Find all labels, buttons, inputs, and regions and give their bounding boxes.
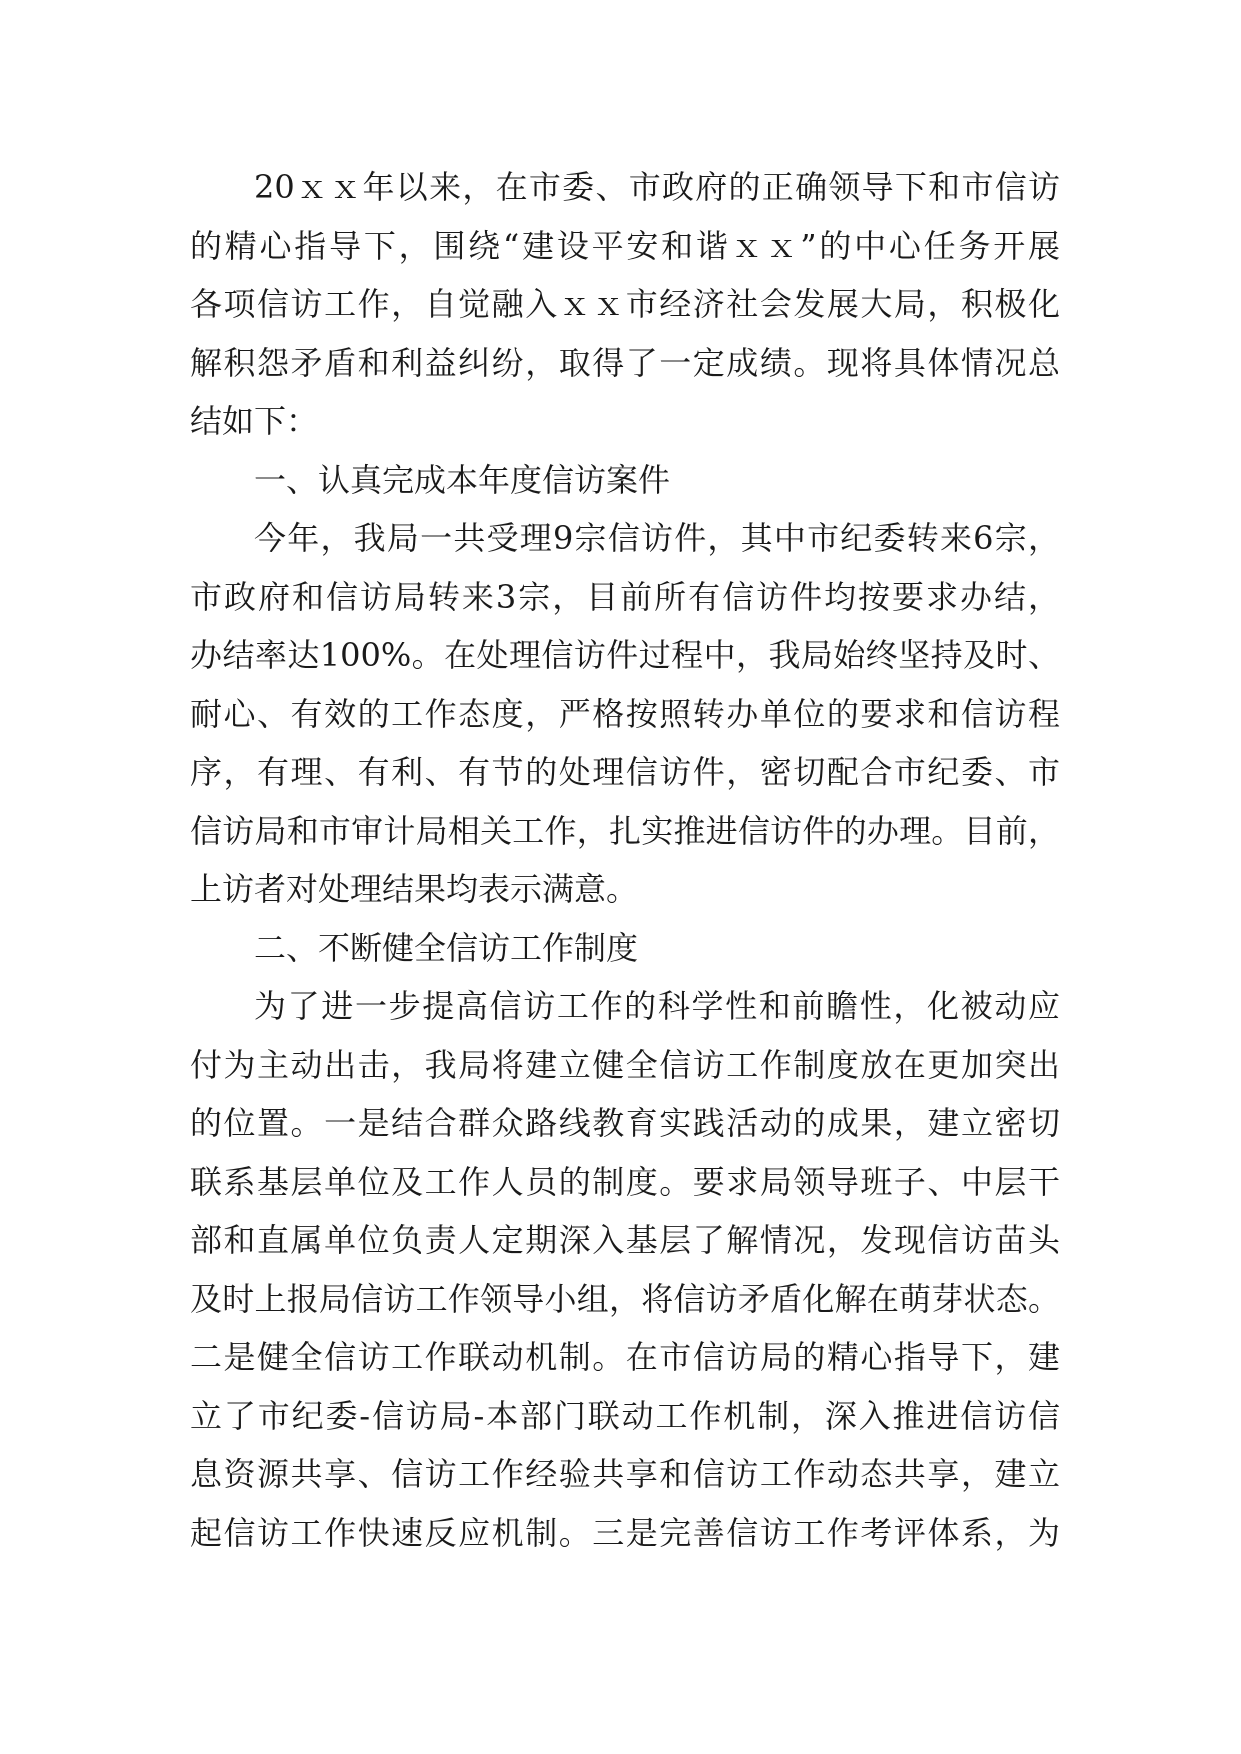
text-line: 为了进一步提高信访工作的科学性和前瞻性，化被动应 <box>254 987 1060 1025</box>
text-line: 息资源共享、信访工作经验共享和信访工作动态共享，建立 <box>190 1455 1060 1493</box>
text-line: 及时上报局信访工作领导小组，将信访矛盾化解在萌芽状态。 <box>190 1279 1060 1318</box>
text-line: 20ｘｘ年以来，在市委、市政府的正确领导下和市信访 <box>254 168 1060 206</box>
text-line: 联系基层单位及工作人员的制度。要求局领导班子、中层干 <box>190 1162 1060 1201</box>
intro-paragraph <box>190 158 1060 451</box>
text-line: 上访者对处理结果均表示满意。 <box>190 870 639 908</box>
text-line: 立了市纪委-信访局-本部门联动工作机制，深入推进信访信 <box>190 1396 1060 1435</box>
text-line: 市政府和信访局转来3宗，目前所有信访件均按要求办结， <box>190 577 1060 616</box>
text-line: 办结率达100%。在处理信访件过程中，我局始终坚持及时、 <box>190 636 1060 674</box>
section-2-paragraph <box>190 977 1060 1562</box>
text-line: 二是健全信访工作联动机制。在市信访局的精心指导下，建 <box>190 1338 1060 1376</box>
text-line: 结如下： <box>190 402 319 440</box>
text-line: 耐心、有效的工作态度，严格按照转办单位的要求和信访程 <box>190 694 1060 733</box>
text-line: 的位置。一是结合群众路线教育实践活动的成果，建立密切 <box>190 1104 1060 1142</box>
text-line: 信访局和市审计局相关工作，扎实推进信访件的办理。目前， <box>190 811 1060 850</box>
text-line: 解积怨矛盾和利益纠纷，取得了一定成绩。现将具体情况总 <box>190 343 1060 382</box>
section-heading-text: 二、不断健全信访工作制度 <box>254 928 639 967</box>
section-1-paragraph <box>190 509 1060 919</box>
document-body <box>190 158 1060 1562</box>
text-line: 的精心指导下，围绕“建设平安和谐ｘｘ”的中心任务开展 <box>190 226 1060 265</box>
section-heading-text: 一、认真完成本年度信访案件 <box>254 460 671 499</box>
text-line: 各项信访工作，自觉融入ｘｘ市经济社会发展大局，积极化 <box>190 285 1060 323</box>
text-line: 起信访工作快速反应机制。三是完善信访工作考评体系，为 <box>190 1513 1060 1552</box>
text-line: 付为主动出击，我局将建立健全信访工作制度放在更加突出 <box>190 1045 1060 1084</box>
text-line: 部和直属单位负责人定期深入基层了解情况，发现信访苗头 <box>190 1221 1060 1259</box>
section-heading-2 <box>190 919 1060 978</box>
text-line: 序，有理、有利、有节的处理信访件，密切配合市纪委、市 <box>190 753 1060 791</box>
section-heading-1 <box>190 451 1060 510</box>
text-line: 今年，我局一共受理9宗信访件，其中市纪委转来6宗， <box>254 519 1060 557</box>
